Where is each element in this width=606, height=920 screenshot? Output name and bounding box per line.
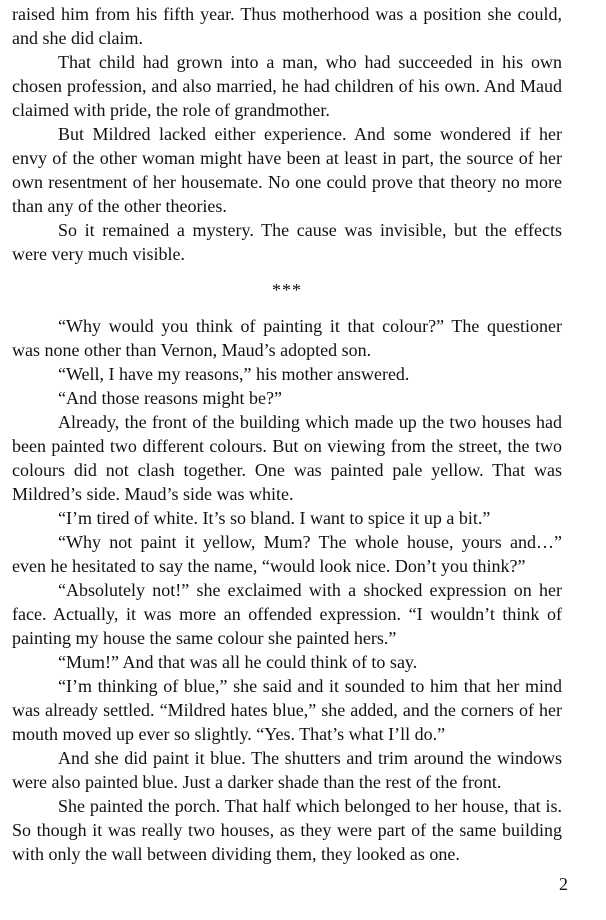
paragraph: “I’m tired of white. It’s so bland. I want to spice it up a bit.”: [58, 508, 491, 528]
page-number: 2: [559, 874, 568, 894]
paragraph: But Mildred lacked either experience. And some wondered if her envy of the other woman might have been at least in part, the source of her own resentment of her housemate. No one could prove that theory no more than any of the other theories.: [12, 124, 562, 216]
paragraph: “And those reasons might be?”: [58, 388, 282, 408]
paragraph: And she did paint it blue. The shutters and trim around the windows were also painted blue. Just a darker shade than the rest of the front.: [12, 748, 562, 792]
paragraph: raised him from his fifth year. Thus motherhood was a position she could, and she did claim.: [12, 4, 562, 48]
paragraph: She painted the porch. That half which belonged to her house, that is. So though it was really two houses, as they were part of the same building with only the wall between dividing them, they looked as one.: [12, 796, 562, 864]
document-page: [12, 2, 562, 866]
paragraph: So it remained a mystery. The cause was invisible, but the effects were very much visible.: [12, 220, 562, 264]
paragraph: “I’m thinking of blue,” she said and it sounded to him that her mind was already settled. “Mildred hates blue,” she added, and the corners of her mouth moved up ever so slightly. “Yes. That’s what I’ll do.”: [12, 676, 562, 744]
paragraph: “Why not paint it yellow, Mum? The whole house, yours and…” even he hesitated to say the name, “would look nice. Don’t you think?”: [12, 532, 562, 576]
paragraph: “Mum!” And that was all he could think of to say.: [58, 652, 418, 672]
paragraph: That child had grown into a man, who had succeeded in his own chosen profession, and also married, he had children of his own. And Maud claimed with pride, the role of grandmother.: [12, 52, 562, 120]
paragraph: “Absolutely not!” she exclaimed with a shocked expression on her face. Actually, it was more an offended expression. “I wouldn’t think of painting my house the same colour she painted hers.”: [12, 580, 562, 648]
paragraph: “Well, I have my reasons,” his mother answered.: [58, 364, 410, 384]
paragraph: Already, the front of the building which made up the two houses had been painted two different colours. But on viewing from the street, the two colours did not clash together. One was painted pale yellow. That was Mildred’s side. Maud’s side was white.: [12, 412, 562, 504]
scene-break: ***: [272, 280, 302, 300]
paragraph: “Why would you think of painting it that colour?” The questioner was none other than Vernon, Maud’s adopted son.: [12, 316, 562, 360]
